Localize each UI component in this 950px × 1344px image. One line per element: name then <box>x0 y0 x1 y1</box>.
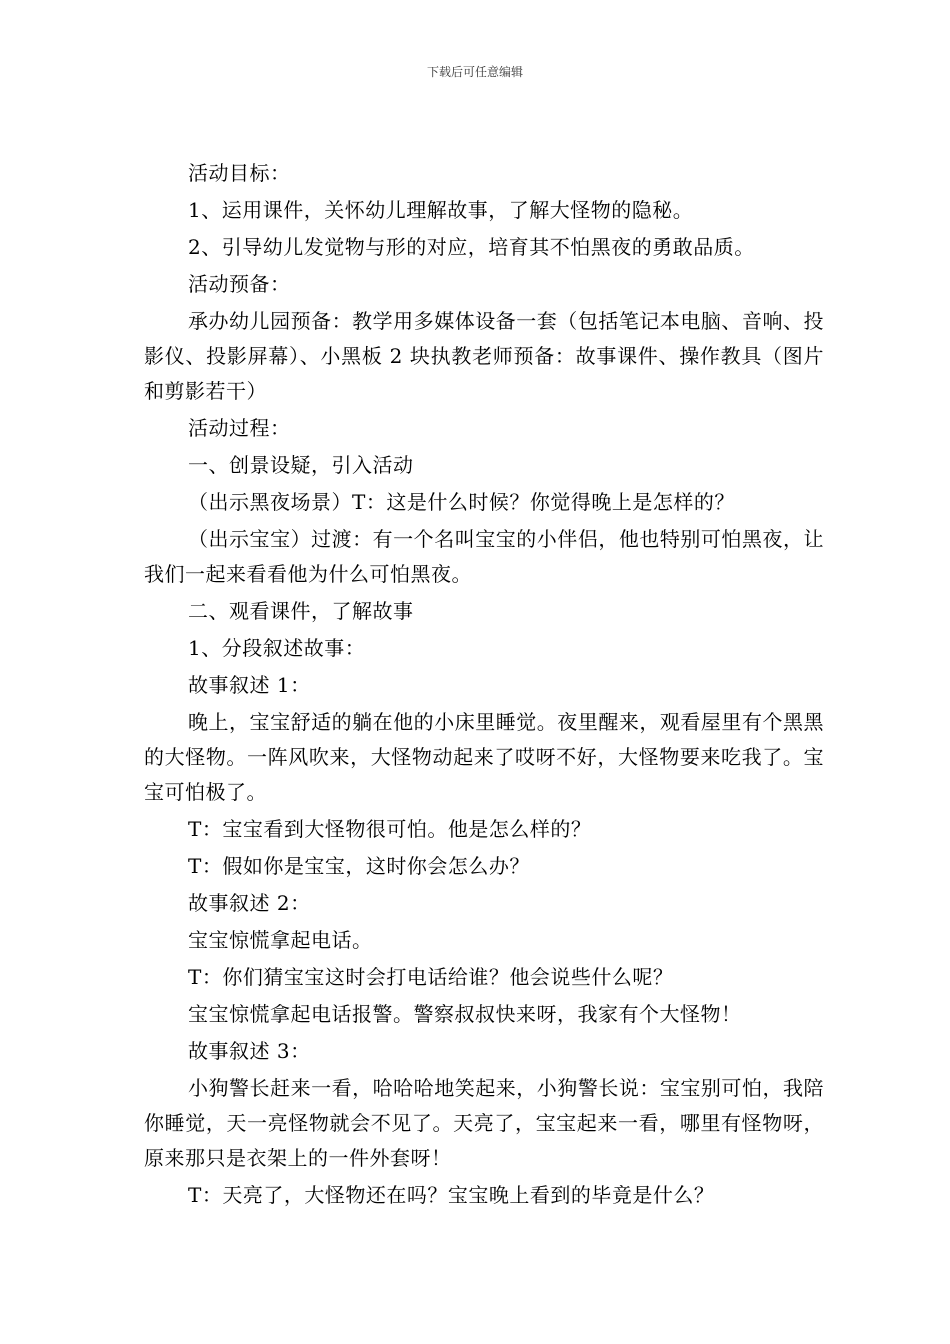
section-heading-preparation: 活动预备： <box>188 272 291 296</box>
story-part-heading: 故事叙述 3： <box>188 1039 311 1063</box>
paragraph: 1、运用课件，关怀幼儿理解故事，了解大怪物的隐秘。 <box>188 198 694 222</box>
story-part-heading: 故事叙述 2： <box>188 891 311 915</box>
page-header: 下载后可任意编辑 <box>426 65 523 79</box>
story-part-heading: 故事叙述 1： <box>188 673 311 697</box>
paragraph: 小狗警长赶来一看，哈哈哈地笑起来，小狗警长说：宝宝别可怕，我陪你睡觉，天一亮怪物就会不见了。天亮了，宝宝起来一看，哪里有怪物呀，原来那只是衣架上的一件外套呀！ <box>144 1076 824 1170</box>
paragraph: 2、引导幼儿发觉物与形的对应，培育其不怕黑夜的勇敢品质。 <box>188 235 755 259</box>
paragraph: （出示宝宝）过渡：有一个名叫宝宝的小伴侣，他也特别可怕黑夜，让我们一起来看看他为什么可怕黑夜。 <box>144 527 824 586</box>
teacher-question: T：你们猜宝宝这时会打电话给谁？他会说些什么呢？ <box>188 965 674 989</box>
section-heading-goals: 活动目标： <box>188 161 291 185</box>
paragraph: （出示黑夜场景）T：这是什么时候？你觉得晚上是怎样的？ <box>188 490 735 514</box>
paragraph: 1、分段叙述故事： <box>188 636 366 660</box>
subsection-heading: 二、观看课件，了解故事 <box>188 599 414 623</box>
paragraph: 宝宝惊慌拿起电话报警。警察叔叔快来呀，我家有个大怪物！ <box>188 1002 742 1026</box>
paragraph: 承办幼儿园预备：教学用多媒体设备一套（包括笔记本电脑、音响、投影仪、投影屏幕）、小黑板 2 块执教老师预备：故事课件、操作教具（图片和剪影若干） <box>144 309 824 403</box>
teacher-question: T：宝宝看到大怪物很可怕。他是怎么样的？ <box>188 817 592 841</box>
section-heading-process: 活动过程： <box>188 416 291 440</box>
document-body <box>144 156 824 1215</box>
teacher-question: T：天亮了，大怪物还在吗？宝宝晚上看到的毕竟是什么？ <box>188 1183 715 1207</box>
teacher-question: T：假如你是宝宝，这时你会怎么办？ <box>188 854 530 878</box>
paragraph: 晚上，宝宝舒适的躺在他的小床里睡觉。夜里醒来，观看屋里有个黑黑的大怪物。一阵风吹来，大怪物动起来了哎呀不好，大怪物要来吃我了。宝宝可怕极了。 <box>144 710 824 804</box>
paragraph: 宝宝惊慌拿起电话。 <box>188 928 373 952</box>
subsection-heading: 一、创景设疑，引入活动 <box>188 453 414 477</box>
